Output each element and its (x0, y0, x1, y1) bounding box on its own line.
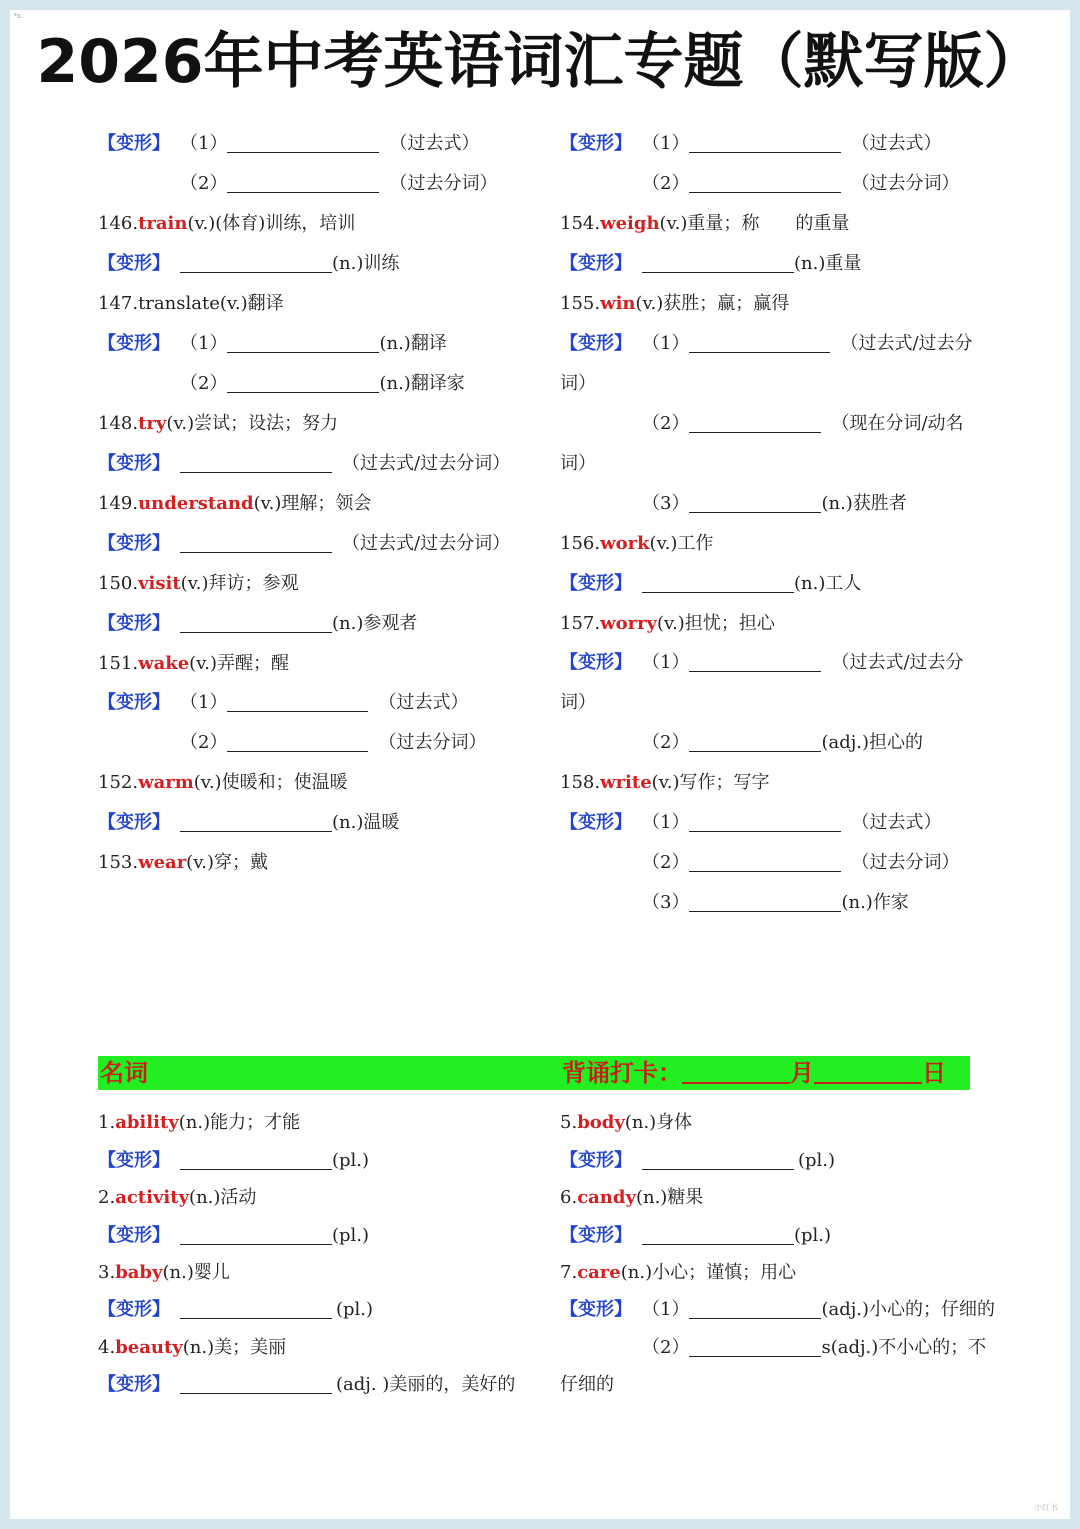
entry-word: understand (138, 493, 254, 514)
form-index: （2） (642, 1337, 690, 1358)
entry-number: 5. (560, 1112, 578, 1133)
form-index: （1） (642, 1299, 690, 1320)
answer-blank[interactable] (689, 494, 821, 513)
day-label: 日 (922, 1059, 946, 1087)
form-label: 【变形】 (560, 1225, 632, 1246)
entry-definition: (v.)担忧；担心 (657, 613, 775, 634)
form-index: （2） (642, 173, 690, 194)
form-label: 【变形】 (560, 652, 632, 673)
entry-definition: (v.)尝试；设法；努力 (166, 413, 339, 434)
entry-word: activity (115, 1187, 190, 1208)
form-index: （2） (642, 852, 690, 873)
answer-blank[interactable] (180, 1226, 332, 1245)
form-hint: (n.)翻译 (379, 333, 447, 354)
answer-blank[interactable] (689, 134, 841, 153)
watermark: 小红书 (1034, 1503, 1058, 1512)
month-label: 月 (790, 1059, 814, 1087)
form-label: 【变形】 (560, 812, 632, 833)
form-hint: （过去式） (389, 133, 480, 154)
month-blank[interactable] (682, 1058, 790, 1084)
entry-definition: (n.)身体 (624, 1112, 693, 1133)
entry-number: 1. (98, 1112, 116, 1133)
entry-149-heading (98, 493, 371, 515)
entry-number: 147.translate (98, 293, 220, 314)
entry-number: 151. (98, 653, 139, 674)
entry-definition: (v.)翻译 (219, 293, 284, 314)
form-label: 【变形】 (560, 1150, 632, 1171)
entry-146-form (98, 253, 399, 275)
form-hint: (n.)作家 (841, 892, 909, 913)
form-label: 【变形】 (560, 253, 632, 274)
form-index: （1） (642, 812, 690, 833)
entry-number: 155. (560, 293, 601, 314)
entry-word: wake (138, 653, 190, 674)
entry-word: win (600, 293, 636, 314)
form-hint: (pl.) (332, 1225, 370, 1246)
form-hint: （过去式/过去分词） (342, 533, 511, 554)
page-title: 2026年中考英语词汇专题（默写版） (36, 27, 1044, 97)
entry-158-form-1 (560, 812, 941, 834)
entry-word: beauty (115, 1337, 183, 1358)
entry-word: worry (600, 613, 658, 634)
form-index: （2） (642, 413, 690, 434)
noun-2-heading (98, 1187, 256, 1209)
answer-blank[interactable] (227, 134, 379, 153)
entry-word: care (577, 1262, 621, 1283)
form-label: 【变形】 (98, 253, 170, 274)
form-label: 【变形】 (560, 133, 632, 154)
entry-157-form-2 (642, 732, 923, 754)
form-index: （2） (180, 173, 228, 194)
entry-definition: (n.)糖果 (635, 1187, 704, 1208)
checkin-date (562, 1058, 946, 1088)
entry-145-form-2 (180, 173, 497, 195)
entry-word: candy (577, 1187, 636, 1208)
entry-155-heading (560, 293, 789, 315)
form-hint: (adj.)担心的 (821, 732, 924, 753)
entry-154-heading (560, 213, 849, 235)
entry-number: 2. (98, 1187, 116, 1208)
entry-number: 7. (560, 1262, 578, 1283)
entry-152-form (98, 812, 399, 834)
entry-definition: (v.)拜访；参观 (180, 573, 299, 594)
form-hint: （过去分词） (851, 852, 960, 873)
section-header-bar (98, 1056, 970, 1090)
answer-blank[interactable] (180, 254, 332, 273)
entry-definition: (v.)工作 (649, 533, 714, 554)
answer-blank[interactable] (689, 853, 841, 872)
form-hint: (pl.) (794, 1225, 832, 1246)
form-index: （2） (180, 732, 228, 753)
entry-definition: (v.)重量；称 的重量 (659, 213, 850, 234)
entry-148-heading (98, 413, 338, 435)
answer-blank[interactable] (689, 414, 821, 433)
entry-158-form-3 (642, 892, 909, 914)
entry-150-heading (98, 573, 298, 595)
form-label: 【变形】 (98, 133, 170, 154)
entry-word: body (577, 1112, 625, 1133)
form-hint: （过去分词） (378, 732, 487, 753)
form-hint: （过去式/过去分 (831, 652, 964, 673)
noun-4-heading (98, 1337, 286, 1359)
entry-number: 148. (98, 413, 139, 434)
form-label: 【变形】 (98, 1299, 170, 1320)
noun-3-heading (98, 1262, 230, 1284)
form-label: 【变形】 (560, 573, 632, 594)
entry-154-form (560, 253, 861, 275)
entry-definition: (n.)活动 (189, 1187, 257, 1208)
form-label: 【变形】 (98, 453, 170, 474)
noun-5-form (560, 1150, 835, 1172)
form-hint: (n.)工人 (794, 573, 862, 594)
entry-151-form-2 (180, 732, 486, 754)
form-hint: (pl.) (332, 1150, 370, 1171)
noun-6-form (560, 1225, 831, 1247)
entry-151-heading (98, 653, 289, 675)
entry-153-form-1 (560, 133, 941, 155)
form-hint: （现在分词/动名 (831, 413, 964, 434)
entry-word: visit (138, 573, 181, 594)
answer-blank[interactable] (227, 334, 379, 353)
entry-147-form-1 (98, 333, 447, 355)
form-label: 【变形】 (98, 1225, 170, 1246)
entry-157-form-1 (560, 652, 964, 674)
form-hint: （过去式/过去分 (840, 333, 973, 354)
entry-number: 4. (98, 1337, 116, 1358)
entry-151-form-1 (98, 692, 468, 714)
form-hint: （过去式/过去分词） (342, 453, 511, 474)
entry-word: ability (115, 1112, 179, 1133)
form-index: （1） (642, 652, 690, 673)
answer-blank[interactable] (180, 1151, 332, 1170)
form-label: 【变形】 (98, 613, 170, 634)
answer-blank[interactable] (227, 374, 379, 393)
answer-blank[interactable] (180, 1375, 332, 1394)
entry-definition: (v.)使暖和；使温暖 (193, 772, 348, 793)
answer-blank[interactable] (180, 1300, 332, 1319)
entry-number: 156. (560, 533, 601, 554)
entry-146-heading (98, 213, 355, 235)
entry-word: weigh (600, 213, 660, 234)
entry-word: write (600, 772, 652, 793)
noun-2-form (98, 1225, 369, 1247)
form-index: （1） (180, 333, 228, 354)
noun-1-heading (98, 1112, 300, 1134)
form-index: （1） (180, 133, 228, 154)
noun-7-form-1 (560, 1299, 995, 1321)
answer-blank[interactable] (227, 733, 368, 752)
entry-number: 149. (98, 493, 139, 514)
answer-blank[interactable] (689, 1300, 821, 1319)
noun-5-heading (560, 1112, 692, 1134)
entry-156-form (560, 573, 861, 595)
entry-word: try (138, 413, 167, 434)
entry-word: work (600, 533, 650, 554)
form-hint: （过去式） (378, 692, 469, 713)
entry-155-form-1-wrap: 词） (560, 373, 596, 394)
entry-153-heading (98, 852, 268, 874)
form-label: 【变形】 (98, 1374, 170, 1395)
form-hint: （过去式） (851, 812, 942, 833)
form-index: （1） (642, 133, 690, 154)
answer-blank[interactable] (227, 693, 368, 712)
form-label: 【变形】 (560, 333, 632, 354)
entry-definition: (n.)美；美丽 (182, 1337, 287, 1358)
worksheet-page (10, 10, 1070, 1519)
noun-3-form (98, 1299, 373, 1321)
entry-152-heading (98, 772, 348, 794)
form-hint: （过去分词） (389, 173, 498, 194)
entry-number: 153. (98, 852, 139, 873)
entry-definition: (v.)穿；戴 (186, 852, 268, 873)
entry-definition: (v.)(体育)训练，培训 (187, 213, 356, 234)
entry-number: 152. (98, 772, 139, 793)
form-label: 【变形】 (560, 1299, 632, 1320)
entry-word: baby (115, 1262, 163, 1283)
form-index: （1） (180, 692, 228, 713)
form-index: （2） (642, 732, 690, 753)
entry-number: 154. (560, 213, 601, 234)
form-hint: （过去式） (851, 133, 942, 154)
noun-6-heading (560, 1187, 703, 1209)
entry-148-form (98, 453, 510, 475)
noun-1-form (98, 1150, 369, 1172)
form-index: （1） (642, 333, 690, 354)
form-hint: s(adj.)不小心的；不 (821, 1337, 987, 1358)
entry-149-form (98, 533, 510, 555)
entry-definition: (v.)获胜；赢；赢得 (635, 293, 790, 314)
answer-blank[interactable] (180, 813, 332, 832)
form-index: （2） (180, 373, 228, 394)
noun-7-form-2 (642, 1337, 986, 1359)
answer-blank[interactable] (689, 1338, 821, 1357)
answer-blank[interactable] (689, 813, 841, 832)
entry-153-form-2 (642, 173, 959, 195)
entry-150-form (98, 613, 417, 635)
entry-155-form-2-wrap: 词） (560, 453, 596, 474)
form-index: （3） (642, 493, 690, 514)
checkin-label: 背诵打卡： (562, 1059, 682, 1087)
form-hint: (n.)获胜者 (821, 493, 907, 514)
entry-definition: (n.)能力；才能 (178, 1112, 301, 1133)
section-title-nouns: 名词 (100, 1059, 148, 1087)
answer-blank[interactable] (689, 733, 821, 752)
entry-147-heading (98, 293, 284, 315)
form-label: 【变形】 (98, 812, 170, 833)
entry-definition: (v.)理解；领会 (253, 493, 372, 514)
form-hint: (pl.) (798, 1150, 836, 1171)
form-hint: (n.)训练 (332, 253, 400, 274)
form-hint: (n.)温暖 (332, 812, 400, 833)
entry-155-form-2 (642, 413, 964, 435)
entry-definition: (n.)小心；谨慎；用心 (620, 1262, 797, 1283)
entry-147-form-2 (180, 373, 465, 395)
answer-blank[interactable] (227, 174, 379, 193)
entry-number: 3. (98, 1262, 116, 1283)
entry-number: 150. (98, 573, 139, 594)
form-hint: (n.)参观者 (332, 613, 418, 634)
corner-mark: *n. (14, 13, 23, 20)
answer-blank[interactable] (180, 614, 332, 633)
entry-155-form-1 (560, 333, 973, 355)
answer-blank[interactable] (642, 254, 794, 273)
answer-blank[interactable] (642, 1151, 794, 1170)
entry-number: 157. (560, 613, 601, 634)
form-label: 【变形】 (98, 333, 170, 354)
entry-155-form-3 (642, 493, 907, 515)
entry-word: wear (138, 852, 187, 873)
form-hint: (n.)重量 (794, 253, 862, 274)
answer-blank[interactable] (689, 174, 841, 193)
answer-blank[interactable] (689, 653, 821, 672)
answer-blank[interactable] (642, 574, 794, 593)
entry-word: warm (138, 772, 194, 793)
noun-4-form (98, 1374, 515, 1396)
entry-number: 6. (560, 1187, 578, 1208)
entry-157-form-1-wrap: 词） (560, 692, 596, 713)
entry-156-heading (560, 533, 713, 555)
answer-blank[interactable] (180, 534, 332, 553)
entry-158-form-2 (642, 852, 959, 874)
form-hint: （过去分词） (851, 173, 960, 194)
entry-definition: (n.)婴儿 (162, 1262, 230, 1283)
day-blank[interactable] (814, 1058, 922, 1084)
form-hint: (pl.) (336, 1299, 374, 1320)
form-hint: (adj.)小心的；仔细的 (821, 1299, 996, 1320)
entry-158-heading (560, 772, 769, 794)
entry-definition: (v.)弄醒；醒 (189, 653, 289, 674)
answer-blank[interactable] (642, 1226, 794, 1245)
entry-word: train (138, 213, 188, 234)
form-index: （3） (642, 892, 690, 913)
entry-number: 146. (98, 213, 139, 234)
entry-157-heading (560, 613, 775, 635)
noun-7-form-2-wrap: 仔细的 (560, 1374, 614, 1395)
answer-blank[interactable] (689, 893, 841, 912)
answer-blank[interactable] (689, 334, 830, 353)
form-hint: (adj. )美丽的，美好的 (336, 1374, 516, 1395)
entry-number: 158. (560, 772, 601, 793)
entry-definition: (v.)写作；写字 (651, 772, 770, 793)
entry-145-form-1 (98, 133, 479, 155)
answer-blank[interactable] (180, 454, 332, 473)
form-label: 【变形】 (98, 533, 170, 554)
noun-7-heading (560, 1262, 796, 1284)
form-label: 【变形】 (98, 692, 170, 713)
form-label: 【变形】 (98, 1150, 170, 1171)
form-hint: (n.)翻译家 (379, 373, 465, 394)
